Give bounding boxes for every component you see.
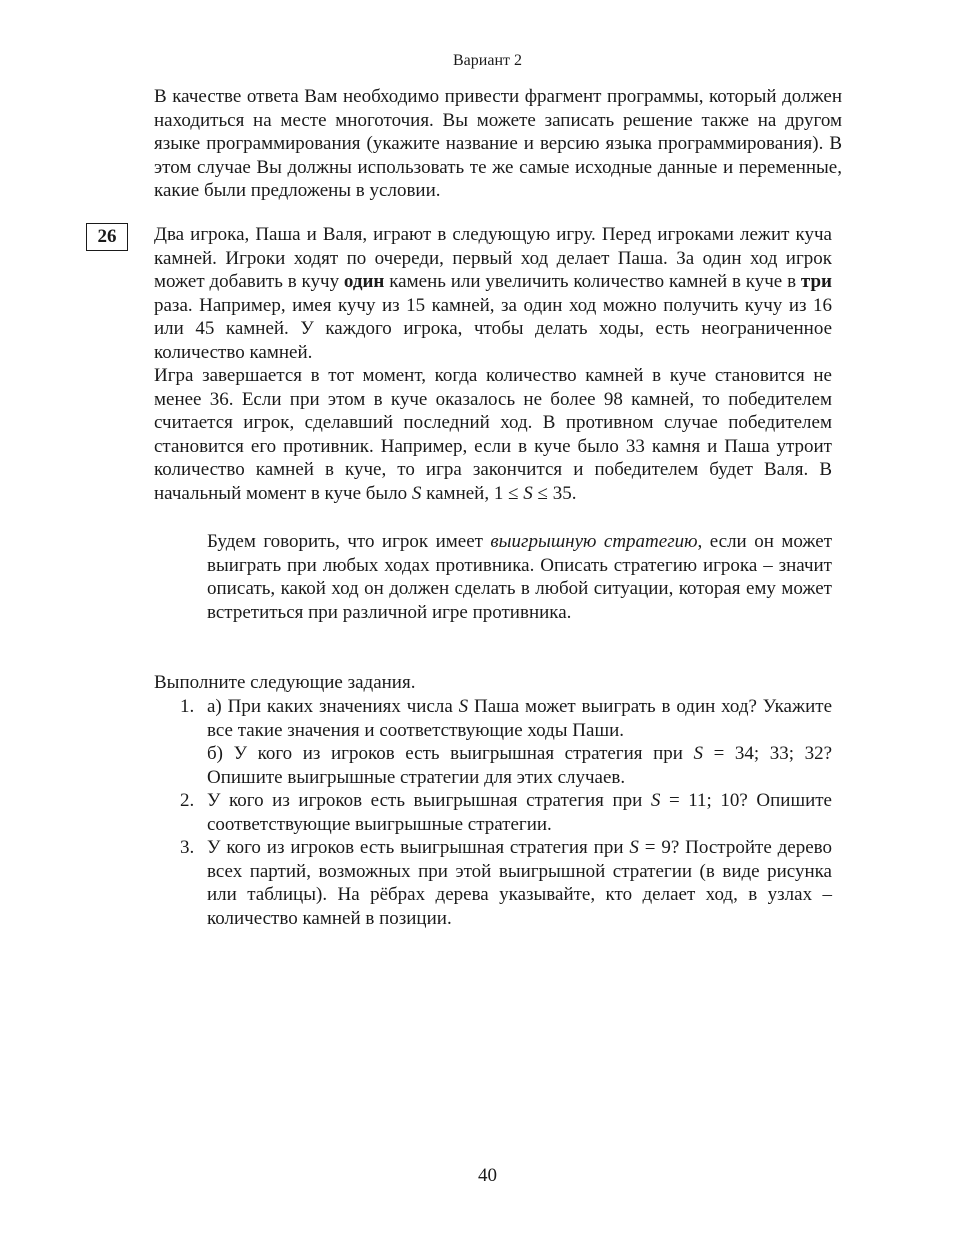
variable-s: S bbox=[411, 482, 422, 504]
intro-paragraph: В качестве ответа Вам необходимо привести фрагмент программы, который должен находиться на месте многоточия. Вы можете записать решение также на другом языке программирования (укажите название и версию языка программирования). В этом случае Вы должны использовать те же самые исходные данные и переменные, какие были предложены в условии. bbox=[154, 86, 842, 201]
variable-s: S bbox=[458, 696, 469, 717]
page-number: 40 bbox=[478, 1165, 497, 1186]
variable-s: S bbox=[693, 743, 703, 764]
task-list bbox=[180, 695, 832, 930]
bold-word-three: три bbox=[800, 271, 832, 292]
text-run: б) У кого из игроков есть выигрышная стратегия при bbox=[207, 743, 694, 764]
text-run: = 11; 10? Опишите соответствующие выигрышные стратегии. bbox=[207, 790, 832, 835]
text-run: ≤ 35. bbox=[532, 482, 577, 504]
text-run: камень или увеличить количество камней в куче в bbox=[384, 271, 801, 292]
list-item bbox=[180, 695, 832, 789]
text-run: = 34; 33; 32? Опишите выигрышные стратегии для этих случаев. bbox=[207, 743, 832, 788]
list-item-number: 3. bbox=[180, 837, 195, 858]
text-run: Паша может выиграть в один ход? Укажите все такие значения и соответствующие ходы Паши. bbox=[207, 696, 833, 741]
bold-word-one: один bbox=[343, 271, 385, 292]
task-condition-paragraph bbox=[154, 223, 832, 364]
list-item bbox=[180, 836, 832, 930]
strategy-definition-paragraph bbox=[207, 530, 832, 624]
list-item-text bbox=[207, 836, 832, 930]
game-end-paragraph bbox=[154, 364, 832, 505]
variable-s: S bbox=[629, 837, 639, 858]
variable-s: S bbox=[523, 482, 533, 504]
text-run: Будем говорить, что игрок имеет bbox=[207, 531, 491, 552]
list-item-number: 1. bbox=[180, 696, 195, 717]
list-item-text bbox=[207, 695, 832, 789]
list-item-number: 2. bbox=[180, 790, 195, 811]
text-run: Игра завершается в тот момент, когда количество камней в куче становится не менее 36. Если при этом в куче оказалось не более 98 камней, то победителем считается игрок, сделавший последний ход. В противном случае победителем становится его противник. Например, если в куче было 33 камня и Паша утроит количество камней в куче, то игра закончится и победителем будет Валя. В начальный момент в куче было bbox=[154, 365, 832, 504]
text-run: , если он может выиграть при любых ходах противника. Описать стратегию игрока – значит описать, какой ход он должен сделать в любой ситуации, которая ему может встретиться при различной игре противника. bbox=[207, 531, 832, 623]
subitem-b bbox=[207, 742, 832, 789]
text-run: = 9? Постройте дерево всех партий, возможных при этой выигрышной стратегии (в виде рисунка или таблицы). На рёбрах дерева указывайте, кто делает ход, в узлах – количество камней в позиции. bbox=[207, 837, 833, 929]
page-header: Вариант 2 bbox=[453, 52, 522, 69]
text-run: а) При каких значениях числа bbox=[207, 696, 459, 717]
text-run: камней, 1 ≤ bbox=[421, 482, 524, 504]
task-number-box: 26 bbox=[86, 223, 128, 251]
list-item-text bbox=[207, 789, 832, 836]
subitem-a bbox=[207, 695, 832, 742]
variable-s: S bbox=[650, 790, 661, 811]
text-run: раза. Например, имея кучу из 15 камней, за один ход можно получить кучу из 16 или 45 камней. У каждого игрока, чтобы делать ходы, есть неограниченное количество камней. bbox=[154, 294, 832, 363]
text-run: Два игрока, Паша и Валя, играют в следующую игру. Перед игроками лежит куча камней. Игроки ходят по очереди, первый ход делает Паша. За один ход игрок может добавить в кучу bbox=[154, 224, 832, 292]
text-run: У кого из игроков есть выигрышная стратегия при bbox=[207, 837, 630, 858]
text-run: У кого из игроков есть выигрышная стратегия при bbox=[207, 790, 651, 811]
italic-term: выигрышную стратегию bbox=[490, 531, 698, 552]
instructions-heading: Выполните следующие задания. bbox=[154, 672, 416, 693]
list-item bbox=[180, 789, 832, 836]
